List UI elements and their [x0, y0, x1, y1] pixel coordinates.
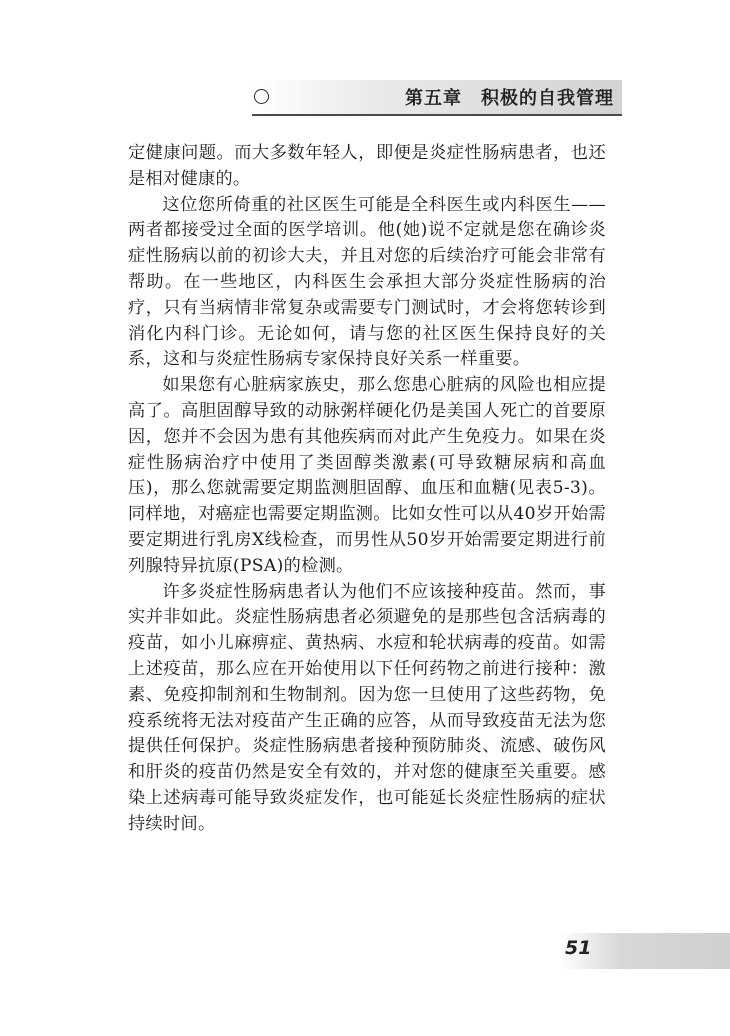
paragraph-continuation: 定健康问题。而大多数年轻人，即便是炎症性肠病患者，也还是相对健康的。: [128, 143, 606, 189]
page-number: 51: [565, 937, 592, 959]
chapter-title: 第五章 积极的自我管理: [405, 88, 614, 109]
paragraph-vaccines: 许多炎症性肠病患者认为他们不应该接种疫苗。然而，事实并非如此。炎症性肠病患者必须避免的是那些包含活病毒的疫苗，如小儿麻痹症、黄热病、水痘和轮状病毒的疫苗。如需上述疫苗，那么应在开始使用以下任何药物之前进行接种：激素、免疫抑制剂和生物制剂。因为您一旦使用了这些药物，免疫系统将无法对疫苗产生正确的应答，从而导致疫苗无法为您提供任何保护。炎症性肠病患者接种预防肺炎、流感、破伤风和肝炎的疫苗仍然是安全有效的，并对您的健康至关重要。感染上述病毒可能导致炎症发作，也可能延长炎症性肠病的症状持续时间。: [128, 581, 606, 834]
circle-icon: [254, 89, 269, 104]
header-rule: [252, 114, 622, 116]
running-header: [232, 80, 622, 116]
paragraph-community-doctor: 这位您所倚重的社区医生可能是全科医生或内科医生——两者都接受过全面的医学培训。他(她)说不定就是您在确诊炎症性肠病以前的初诊大夫，并且对您的后续治疗可能会非常有帮助。在一些地区，内科医生会承担大部分炎症性肠病的治疗，只有当病情非常复杂或需要专门测试时，才会将您转诊到消化内科门诊。无论如何，请与您的社区医生保持良好的关系，这和与炎症性肠病专家保持良好关系一样重要。: [128, 194, 606, 370]
paragraph-heart-disease: 如果您有心脏病家族史，那么您患心脏病的风险也相应提高了。高胆固醇导致的动脉粥样硬化仍是美国人死亡的首要原因，您并不会因为患有其他疾病而对此产生免疫力。如果在炎症性肠病治疗中使用了类固醇类激素(可导致糖尿病和高血压)，那么您就需要定期监测胆固醇、血压和血糖(见表5-3)。同样地，对癌症也需要定期监测。比如女性可以从40岁开始需要定期进行乳房X线检查，而男性从50岁开始需要定期进行前列腺特异抗原(PSA)的检测。: [128, 375, 606, 576]
body-text: [128, 141, 606, 838]
